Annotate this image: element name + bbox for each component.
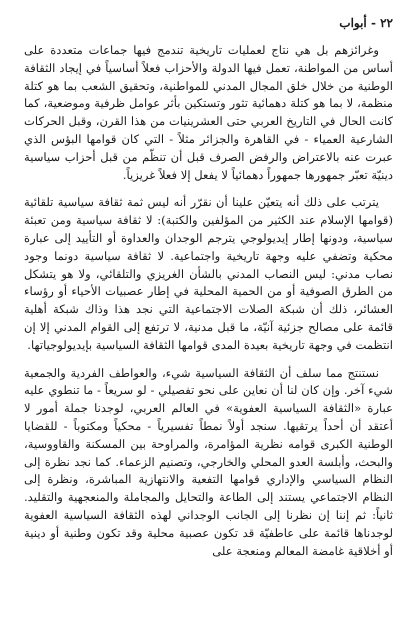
- running-header: [24, 14, 393, 40]
- page-number-title: ٢٢ - أبواب: [339, 16, 393, 30]
- body-text: [24, 42, 393, 560]
- paragraph-2: يترتب على ذلك أنه يتعيّن علينا أن نقرّر أنه ليس ثمة ثقافة سياسية تلقائية (قوامها الإسلام عند الكثير من المؤلفين والكتبة): لا ثقافة سياسية ومن تعبئة سياسية، ودونها إطار إيديولوجي يترجم الوجدان والعداوة أو التأييد إلى عبارة محكية وتضفي عليه وجهة تاريخية واجتماعية. لا ثقافة سياسية دونما وجود نصاب مدني: ليس النصاب المدني بالشأن الغريزي والتلقائي، ولا هو يتشكل من الطرق الصوفية أو من الحمية المحلية في إطار عصبيات الأحياء أو رؤساء العشائر، ذلك أن شبكة الصلات الاجتماعية التي نجد هذا وذاك شبكة أهلية قائمة على مصالح جزئية آنيّة، ما قبل مدنية، لا ترتفع إلى القوام المدني إلا إن انتظمت في وجهة تاريخية بعيدة المدى قوامها الثقافة السياسية بإيديولوجياتها.: [24, 195, 393, 352]
- paragraph-1: وغرائزهم بل هي نتاج لعمليات تاريخية تندمج فيها جماعات متعددة على أساس من المواطنة، تعمل فيها الدولة والأحزاب فعلاً أساسياً في إيجاد الثقافة الوطنية من خلال خلق المجال المدني للمواطنية، وتحقيق الشعب بما هو كتلة منظمة، لا بما هو كتلة دهمائية تثور وتستكين بأثر عوامل ظرفية وموضعية، كما كانت الحال في التاريخ العربي حتى العشرينيات من هذا القرن، وقبل الحركات الشارعية العمياء - في القاهرة والجزائر مثلاً - التي كان قوامها البؤس الذي عبرت عنه بالاعتراض والرفض الصرف قبل أن تنظّم من قبل أحزاب سياسية دينيّة تعبّر جمهورها جمهوراً دهمائياً لا يفعل إلا فعلاً غريزياً.: [24, 43, 393, 182]
- paragraph-3: نستنتج مما سلف أن الثقافة السياسية شيء، والعواطف الفردية والجمعية شيء آخر. وإن كان لنا أن نعاين على نحو تفصيلي - لو سريعاً - ما تنطوي عليه عبارة «الثقافة السياسية العفوية» في العالم العربي، لوجدنا جملة أمور لا أعتقد أن أحداً يرتقيها. سنجد أولاً نمطاً تفسيرياً - محكياً ومكتوباً - للقضايا الوطنية الكبرى قوامه نظرية المؤامرة، والمراوحة بين المسكنة والقاووسية، والبحث، وأبلسة العدو المحلي والخارجي، وتصنيم الزعماء. كما نجد نظرة إلى النظام السياسي والإداري قوامها التفعية والانتهازية المباشرة، ونظرة إلى النظام الاجتماعي يستند إلى الطاعة والتحايل والمجاملة والمنعجهية والتقليد. ثانياً: ثم إننا إن نظرنا إلى الجانب الوجداني لهذه الثقافة السياسية العفوية لوجدناها قائمة على عاطفيّة قد تكون عصبية محلية وقد تكون وطنية أو دينية أو أخلاقية غامضة المعالم ومنعجة على: [24, 365, 393, 558]
